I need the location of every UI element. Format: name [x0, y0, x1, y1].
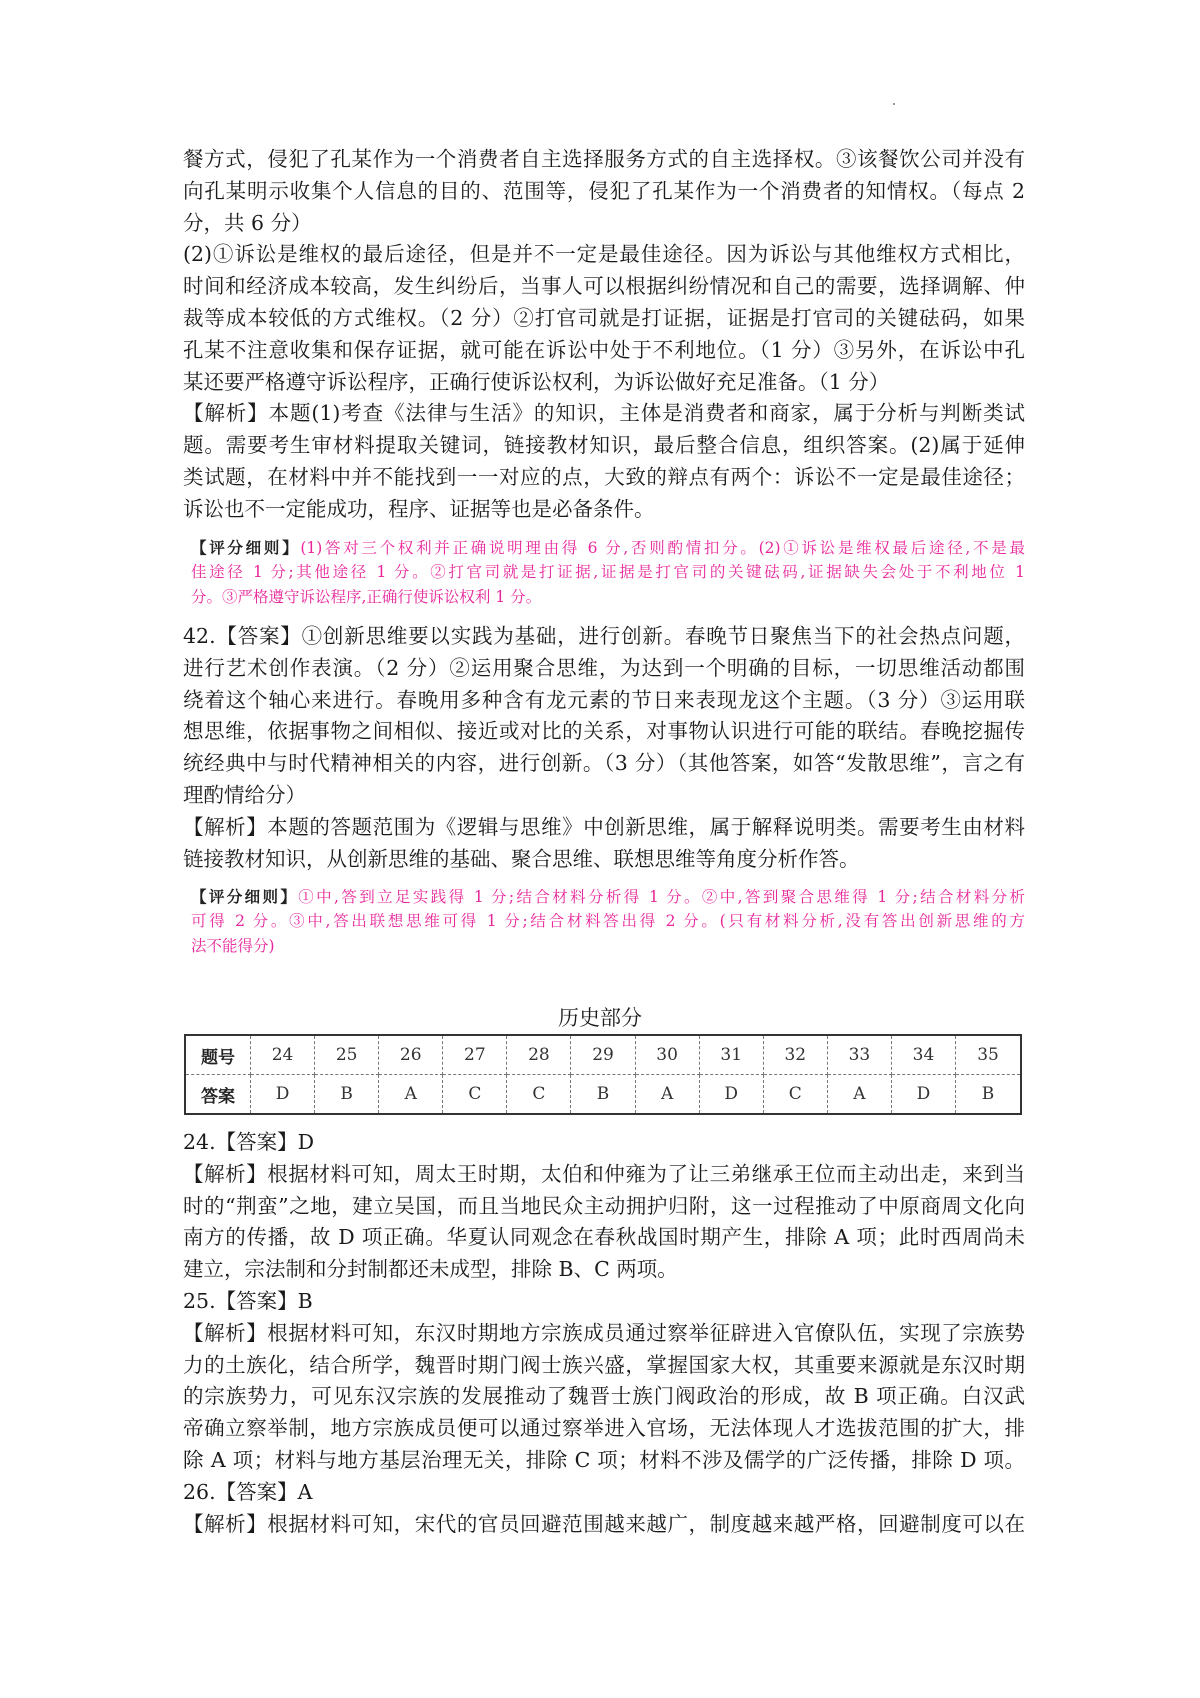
question-number: 26 [379, 1035, 443, 1075]
answer-heading: 25.【答案】B [183, 1288, 313, 1313]
question-number: 34 [891, 1035, 955, 1075]
text-line: 统经典中与时代精神相关的内容，进行创新。（3 分）（其他答案，如答“发散思维”，言之有 [183, 751, 1025, 776]
answer-cell: D [891, 1075, 955, 1115]
text-line: 时的“荆蛮”之地，建立吴国，而且当地民众主动拥护归附，这一过程推动了中原商周文化向 [183, 1193, 1025, 1218]
question-number: 30 [635, 1035, 699, 1075]
text-line: 分，共 6 分） [183, 210, 312, 235]
answer-heading: 26.【答案】A [183, 1479, 313, 1504]
scoring-tag: 【评分细则】 [191, 887, 299, 906]
scoring-text: 可得 2 分。③中,答出联想思维可得 1 分;结合材料答出得 2 分。(只有材料分析,没有答出创新思维的方 [191, 912, 1025, 930]
question-number: 28 [507, 1035, 571, 1075]
text-line: 【解析】本题(1)考查《法律与生活》的知识，主体是消费者和商家，属于分析与判断类试 [183, 401, 1025, 426]
scoring-tag: 【评分细则】 [191, 538, 301, 557]
text-line: 建立，宗法制和分封制都还未成型，排除 B、C 两项。 [183, 1257, 678, 1282]
text-line: 【解析】根据材料可知，宋代的官员回避范围越来越广，制度越来越严格，回避制度可以在 [183, 1511, 1025, 1536]
history-explanations [183, 1127, 1025, 1540]
text-line: 链接教材知识，从创新思维的基础、聚合思维、联想思维等角度分析作答。 [183, 846, 860, 871]
text-line: 题。需要考生审材料提取关键词，链接教材知识，最后整合信息，组织答案。(2)属于延伸 [183, 433, 1025, 458]
text-line: 帝确立察举制，地方宗族成员便可以通过察举进入官场，无法体现人才选拔范围的扩大，排 [183, 1416, 1025, 1441]
text-line: 某还要严格遵守诉讼程序，正确行使诉讼权利，为诉讼做好充足准备。（1 分） [183, 369, 890, 394]
answer-heading: 24.【答案】D [183, 1130, 315, 1154]
answer-cell: A [635, 1075, 699, 1115]
scoring-rules-1 [183, 535, 1025, 610]
scoring-text: 法不能得分) [191, 937, 275, 955]
section-title: 历史部分 [558, 1006, 642, 1030]
text-line: 南方的传播，故 D 项正确。华夏认同观念在春秋战国时期产生，排除 A 项；此时西周尚未 [183, 1225, 1025, 1250]
text-line: 理酌情给分） [183, 782, 306, 807]
scoring-text: 分。③严格遵守诉讼程序,正确行使诉讼权利 1 分。 [191, 588, 542, 606]
text-line: 裁等成本较低的方式维权。（2 分）②打官司就是打证据，证据是打官司的关键砝码，如果 [183, 305, 1025, 330]
question-42-answer [183, 621, 1025, 875]
answer-cell: A [379, 1075, 443, 1115]
table-row [185, 1035, 1021, 1075]
question-number: 33 [827, 1035, 891, 1075]
politics-answer-continuation [183, 144, 1025, 526]
row-header: 题号 [185, 1035, 251, 1075]
text-line: 想思维，依据事物之间相似、接近或对比的关系，对事物认识进行可能的联结。春晚挖掘传 [183, 719, 1025, 744]
scoring-text: (1)答对三个权利并正确说明理由得 6 分,否则酌情扣分。(2)①诉讼是维权最后途径,不是最 [300, 539, 1025, 557]
text-line: 力的土族化，结合所学，魏晋时期门阀士族兴盛，掌握国家大权，其重要来源就是东汉时期 [183, 1352, 1025, 1377]
question-number: 29 [571, 1035, 635, 1075]
text-line: 餐方式，侵犯了孔某作为一个消费者自主选择服务方式的自主选择权。③该餐饮公司并没有 [183, 147, 1025, 171]
answer-cell: A [827, 1075, 891, 1115]
text-line: 【解析】根据材料可知，东汉时期地方宗族成员通过察举征辟进入官僚队伍，实现了宗族势 [183, 1320, 1025, 1345]
answer-cell: D [699, 1075, 763, 1115]
scoring-text: ①中,答到立足实践得 1 分;结合材料分析得 1 分。②中,答到聚合思维得 1 分;结合材料分析 [298, 888, 1025, 906]
text-line: 诉讼也不一定能成功，程序、证据等也是必备条件。 [183, 496, 655, 521]
question-number: 32 [763, 1035, 827, 1075]
text-line: 时间和经济成本较高，发生纠纷后，当事人可以根据纠纷情况和自己的需要，选择调解、仲 [183, 274, 1025, 299]
row-header: 答案 [185, 1075, 251, 1115]
scan-dot [893, 103, 895, 105]
text-line: 42.【答案】①创新思维要以实践为基础，进行创新。春晚节日聚焦当下的社会热点问题， [183, 624, 1025, 648]
answer-table [184, 1034, 1022, 1115]
text-line: 【解析】本题的答题范围为《逻辑与思维》中创新思维，属于解释说明类。需要考生由材料 [183, 814, 1025, 839]
answer-cell: C [507, 1075, 571, 1115]
question-number: 35 [956, 1035, 1021, 1075]
question-number: 24 [251, 1035, 315, 1075]
question-number: 31 [699, 1035, 763, 1075]
answer-cell: B [571, 1075, 635, 1115]
question-number: 27 [443, 1035, 507, 1075]
answer-cell: D [251, 1075, 315, 1115]
question-number: 25 [315, 1035, 379, 1075]
answer-cell: C [763, 1075, 827, 1115]
text-line: 除 A 项；材料与地方基层治理无关，排除 C 项；材料不涉及儒学的广泛传播，排除 D 项。 [183, 1447, 1025, 1472]
text-line: 【解析】根据材料可知，周太王时期，太伯和仲雍为了让三弟继承王位而主动出走，来到当 [183, 1161, 1025, 1186]
answer-cell: B [315, 1075, 379, 1115]
text-line: 孔某不注意收集和保存证据，就可能在诉讼中处于不利地位。（1 分）③另外，在诉讼中孔 [183, 337, 1025, 362]
scoring-text: 佳途径 1 分;其他途径 1 分。②打官司就是打证据,证据是打官司的关键砝码,证据缺失会处于不利地位 1 [191, 563, 1025, 581]
answer-cell: B [956, 1075, 1021, 1115]
table-row [185, 1075, 1021, 1115]
text-line: (2)①诉讼是维权的最后途径，但是并不一定是最佳途径。因为诉讼与其他维权方式相比， [183, 242, 1025, 267]
text-line: 向孔某明示收集个人信息的目的、范围等，侵犯了孔某作为一个消费者的知情权。（每点 2 [183, 178, 1025, 203]
answer-cell: C [443, 1075, 507, 1115]
text-line: 类试题，在材料中并不能找到一一对应的点，大致的辩点有两个：诉讼不一定是最佳途径； [183, 464, 1025, 489]
scoring-rules-2 [183, 884, 1025, 959]
text-line: 进行艺术创作表演。（2 分）②运用聚合思维，为达到一个明确的目标，一切思维活动都围 [183, 655, 1025, 680]
text-line: 的宗族势力，可见东汉宗族的发展推动了魏晋士族门阀政治的形成，故 B 项正确。白汉武 [183, 1384, 1025, 1409]
text-line: 绕着这个轴心来进行。春晚用多种含有龙元素的节日来表现龙这个主题。（3 分）③运用联 [183, 687, 1025, 712]
